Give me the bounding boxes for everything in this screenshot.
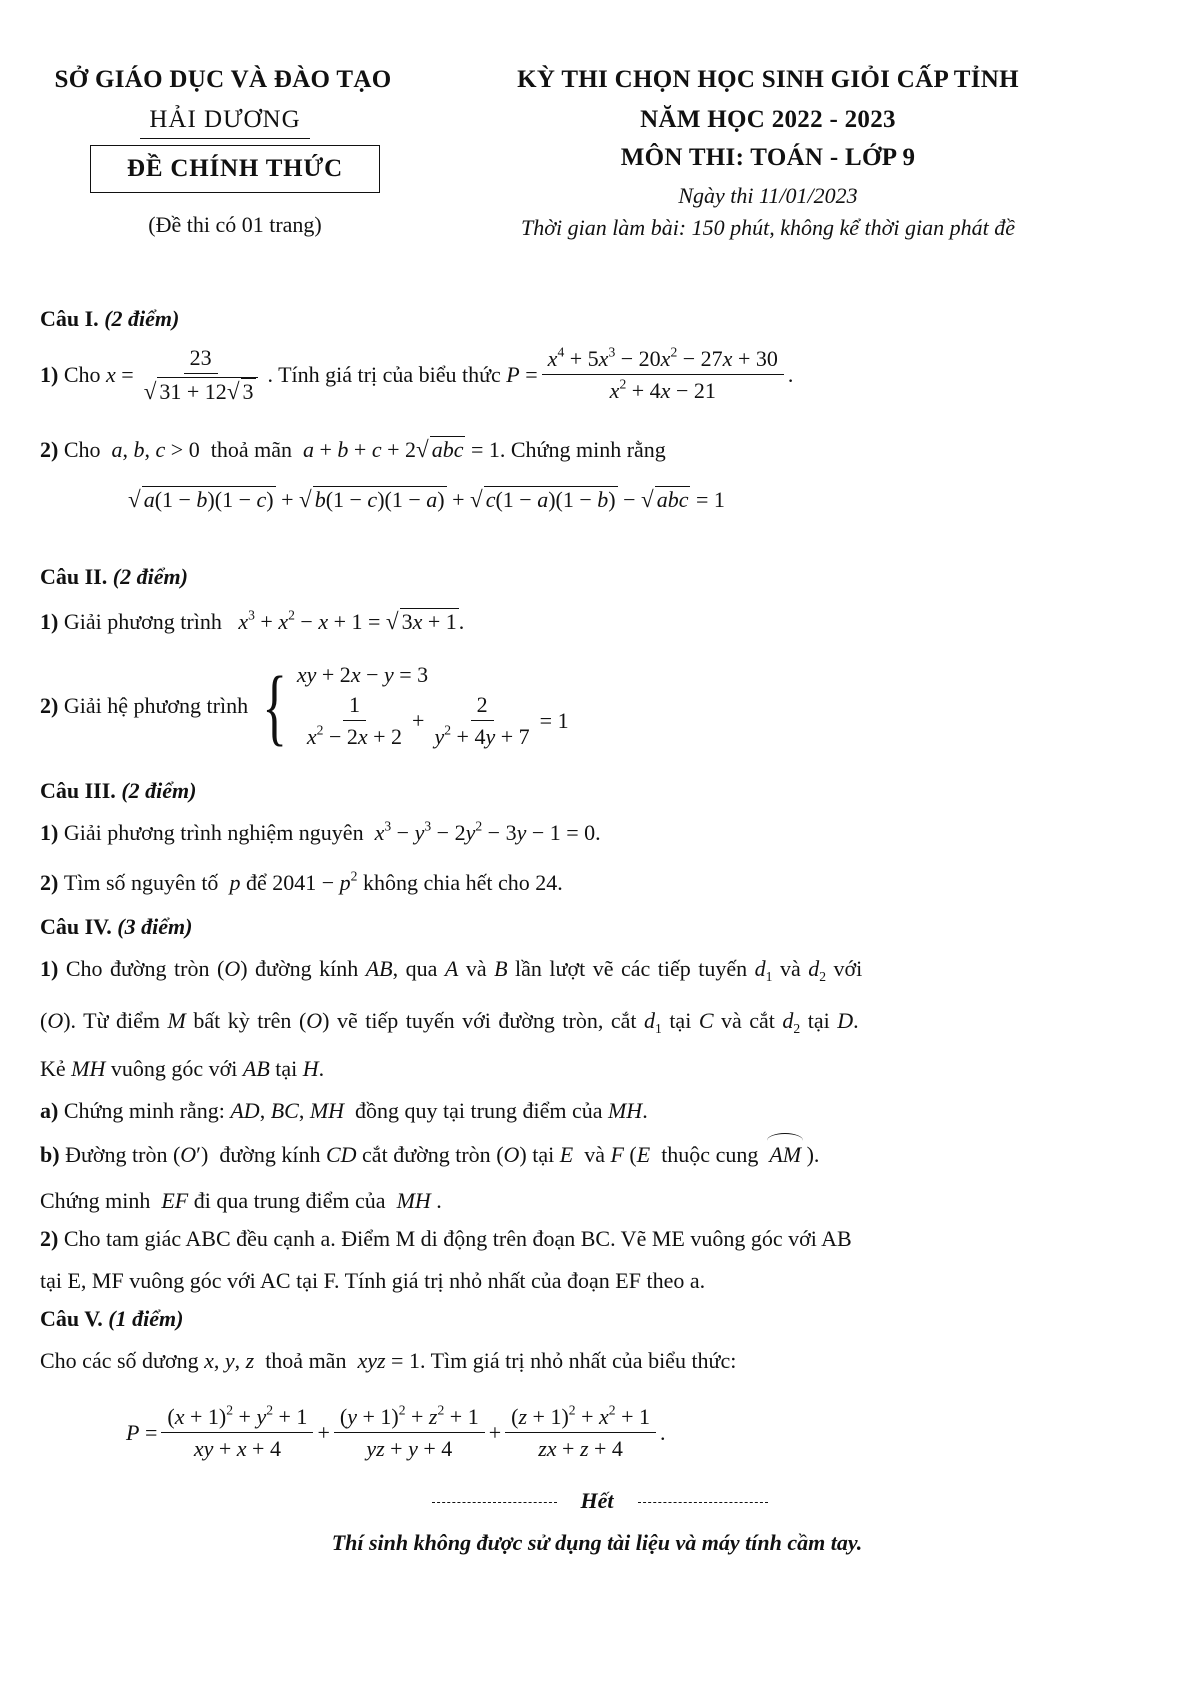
- end-marker: Hết: [580, 1488, 614, 1513]
- equation-system: { xy + 2x − y = 3 $\frac{1}{x^2 - 2x + 2}$ + $\frac{2}{y^2 + 4y + 7}$ = 1: [261, 658, 569, 754]
- exam-date: Ngày thi 11/01/2023: [678, 183, 858, 208]
- q4-line1: 1) Cho đường tròn (O) đường kính AB, qua A và B lần lượt vẽ các tiếp tuyến $d_1$ và $d_2$ với: [40, 956, 863, 984]
- q4-part-b: b) Đường tròn (O′) đường kính CD cắt đường tròn (O) tại E và F (E thuộc cung AM ).: [40, 1142, 820, 1167]
- q4-line3: Kẻ MH vuông góc với AB tại H.: [40, 1056, 325, 1081]
- x-fraction: $\frac{23}{√ 31 + 12√ 3}$: [138, 345, 264, 405]
- q5-expression: P = $\frac{(x + 1)^2 + y^2 + 1}{xy + x + 4}$ + $\frac{(y + 1)^2 + z^2 + 1}{yz + y + 4}$ + $\frac{(z + 1)^2 + x^2 + 1}{zx + z + 4}$ .: [126, 1401, 666, 1461]
- exam-title: KỲ THI CHỌN HỌC SINH GIỎI CẤP TỈNH: [517, 66, 1019, 93]
- header-underline: [140, 138, 310, 139]
- exam-duration: Thời gian làm bài: 150 phút, không kể thời gian phát đề: [520, 215, 1016, 240]
- official-label: ĐỀ CHÍNH THỨC: [127, 155, 343, 182]
- q2-part1: 1) Giải phương trình $x^3 + x^2 - x + 1$ = √ 3x + 1.: [40, 607, 465, 634]
- end-rule-left: [432, 1502, 557, 1503]
- q2-part2: 2) Giải hệ phương trình { xy + 2x − y = 3 $\frac{1}{x^2 - 2x + 2}$ + $\frac{2}{y^2 + 4y + 7}$ = 1: [40, 658, 569, 754]
- q1-part2: 2) Cho a, b, c > 0 thoả mãn a + b + c + 2√ abc = 1. Chứng minh rằng: [40, 436, 666, 462]
- q4-part2-line1: 2) Cho tam giác ABC đều cạnh a. Điểm M di động trên đoạn BC. Vẽ ME vuông góc với AB: [40, 1226, 852, 1251]
- official-box: [90, 145, 380, 193]
- section-title-3: Câu III. (2 điểm): [40, 778, 197, 803]
- q4-part-b2: Chứng minh EF đi qua trung điểm của MH .: [40, 1188, 442, 1213]
- q1-identity: √ a(1 − b)(1 − c) + √ b(1 − c)(1 − a) + √ c(1 − a)(1 − b) − √ abc = 1: [128, 486, 725, 512]
- q4-part-a: a) Chứng minh rằng: AD, BC, MH đồng quy tại trung điểm của MH.: [40, 1098, 648, 1123]
- p-fraction: $\frac{x^4 + 5x^3 - 20x^2 - 27x + 30}{x^2 + 4x - 21}$: [542, 346, 784, 404]
- q3-part2: 2) Tìm số nguyên tố p để $2041 - p^2$ không chia hết cho 24.: [40, 868, 563, 895]
- q5-line1: Cho các số dương x, y, z thoả mãn xyz = 1. Tìm giá trị nhỏ nhất của biểu thức:: [40, 1348, 737, 1373]
- arc-am: AM: [769, 1142, 802, 1167]
- section-title-2: Câu II. (2 điểm): [40, 564, 188, 589]
- q4-line2: (O). Từ điểm M bất kỳ trên (O) vẽ tiếp tuyến với đường tròn, cắt $d_1$ tại C và cắt $d_2$ tại D.: [40, 1008, 859, 1036]
- department-line2: HẢI DƯƠNG: [149, 106, 301, 133]
- page-count-note: (Đề thi có 01 trang): [148, 212, 322, 237]
- footer-note: Thí sinh không được sử dụng tài liệu và máy tính cầm tay.: [331, 1530, 863, 1555]
- subject: MÔN THI: TOÁN - LỚP 9: [620, 144, 916, 171]
- section-title-1: Câu I. (2 điểm): [40, 306, 180, 331]
- section-title-5: Câu V. (1 điểm): [40, 1306, 184, 1331]
- school-year: NĂM HỌC 2022 - 2023: [640, 106, 896, 133]
- department-line1: SỞ GIÁO DỤC VÀ ĐÀO TẠO: [54, 66, 392, 93]
- end-rule-right: [638, 1502, 768, 1503]
- q3-part1: 1) Giải phương trình nghiệm nguyên $x^3 - y^3 - 2y^2 - 3y - 1 = 0$.: [40, 818, 601, 845]
- section-title-4: Câu IV. (3 điểm): [40, 914, 193, 939]
- q1-part1: 1) Cho x = $\frac{23}{√ 31 + 12√ 3}$ . Tính giá trị của biểu thức P = $\frac{x^4 + 5x^3 - 20x^2 - 27x + 30}{x^2 + 4x - 21}$ .: [40, 344, 794, 404]
- q4-part2-line2: tại E, MF vuông góc với AC tại F. Tính giá trị nhỏ nhất của đoạn EF theo a.: [40, 1268, 706, 1293]
